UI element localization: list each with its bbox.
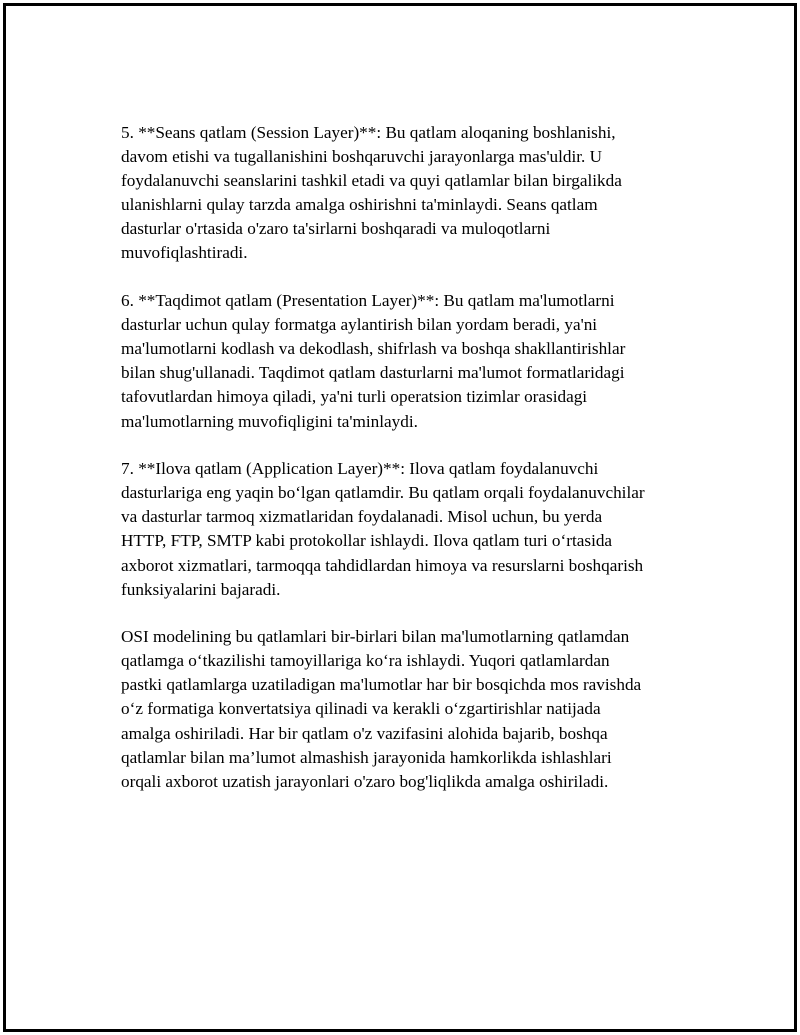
text-line: qatlamlar bilan ma’lumot almashish jarayonida hamkorlikda ishlashlari (121, 747, 612, 767)
text-line: funksiyalarini bajaradi. (121, 579, 281, 599)
text-line: orqali axborot uzatish jarayonlari o'zaro bog'liqlikda amalga oshiriladi. (121, 771, 609, 791)
text-line: OSI modelining bu qatlamlari bir-birlari bilan ma'lumotlarning qatlamdan (121, 627, 630, 647)
paragraph-session-layer (121, 121, 701, 266)
text-line: axborot xizmatlari, tarmoqqa tahdidlardan himoya va resurslarni boshqarish (121, 555, 644, 575)
document-page (3, 3, 797, 1032)
text-line: qatlamga o‘tkazilishi tamoyillariga ko‘ra ishlaydi. Yuqori qatlamlardan (121, 651, 610, 671)
paragraph-application-layer (121, 457, 701, 602)
text-line: pastki qatlamlarga uzatiladigan ma'lumotlar har bir bosqichda mos ravishda (121, 675, 642, 695)
text-line: o‘z formatiga konvertatsiya qilinadi va kerakli o‘zgartirishlar natijada (121, 699, 601, 719)
text-line: ma'lumotlarni kodlash va dekodlash, shifrlash va boshqa shakllantirishlar (121, 339, 626, 359)
text-line: amalga oshiriladi. Har bir qatlam o'z vazifasini alohida bajarib, boshqa (121, 723, 608, 743)
text-line: ulanishlarni qulay tarzda amalga oshirishni ta'minlaydi. Seans qatlam (121, 195, 598, 215)
text-line: HTTP, FTP, SMTP kabi protokollar ishlaydi. Ilova qatlam turi o‘rtasida (121, 531, 613, 551)
text-line: dasturlar uchun qulay formatga aylantirish bilan yordam beradi, ya'ni (121, 315, 598, 335)
text-line: bilan shug'ullanadi. Taqdimot qatlam dasturlarni ma'lumot formatlaridagi (121, 363, 625, 383)
text-line: 6. **Taqdimot qatlam (Presentation Layer)**: Bu qatlam ma'lumotlarni (121, 291, 615, 311)
text-line: foydalanuvchi seanslarini tashkil etadi va quyi qatlamlar bilan birgalikda (121, 171, 622, 191)
document-body (121, 121, 701, 817)
text-line: 7. **Ilova qatlam (Application Layer)**: Ilova qatlam foydalanuvchi (121, 459, 599, 479)
text-line: davom etishi va tugallanishini boshqaruvchi jarayonlarga mas'uldir. U (121, 147, 603, 167)
text-line: va dasturlar tarmoq xizmatlaridan foydalanadi. Misol uchun, bu yerda (121, 507, 603, 527)
text-line: tafovutlardan himoya qiladi, ya'ni turli operatsion tizimlar orasidagi (121, 387, 588, 407)
text-line: dasturlar o'rtasida o'zaro ta'sirlarni boshqaradi va muloqotlarni (121, 219, 551, 239)
text-line: muvofiqlashtiradi. (121, 243, 248, 263)
paragraph-presentation-layer (121, 289, 701, 434)
paragraph-osi-summary (121, 625, 701, 794)
text-line: 5. **Seans qatlam (Session Layer)**: Bu qatlam aloqaning boshlanishi, (121, 123, 616, 142)
text-line: dasturlariga eng yaqin bo‘lgan qatlamdir. Bu qatlam orqali foydalanuvchilar (121, 483, 645, 503)
text-line: ma'lumotlarning muvofiqligini ta'minlaydi. (121, 411, 418, 431)
